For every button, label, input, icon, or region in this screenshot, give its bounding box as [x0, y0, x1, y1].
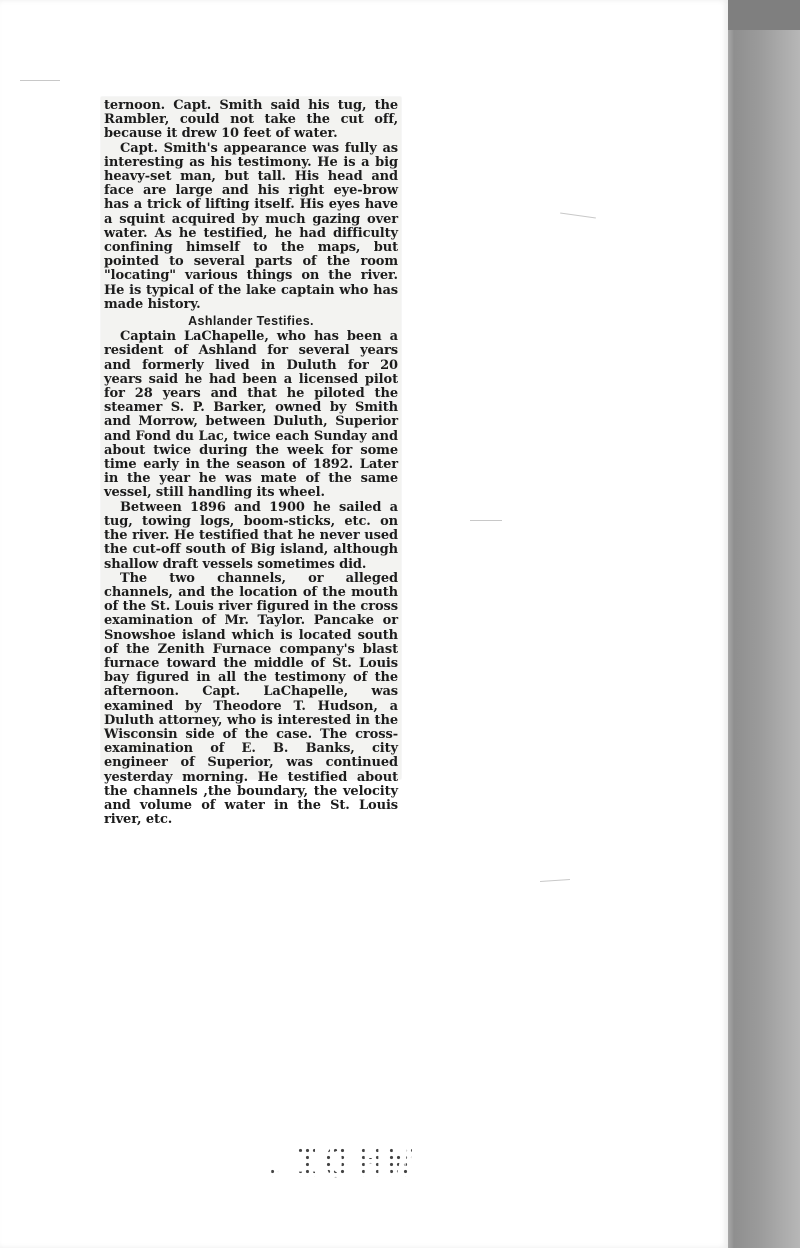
paper-mark: [20, 80, 60, 81]
article-paragraph: Captain LaChapelle, who has been a resident of Ashland for several years and formerly lived in Duluth for 20 years said he had been a licensed pilot for 28 years and that he piloted the steamer S. P. Barker, owned by Smith and Morrow, between Duluth, Superior and Fond du Lac, twice each Sunday and about twice during the week for some time early in the season of 1892. Later in the year he was mate of the same vessel, still handling its wheel.: [104, 329, 398, 501]
article-paragraph: Between 1896 and 1900 he sailed a tug, towing logs, boom-sticks, etc. on the river. He testified that he never used the cut-off south of Big island, although shallow draft vessels sometimes did.: [104, 499, 398, 572]
article-paragraph: The two channels, or alleged channels, and the location of the mouth of the St. Louis river figured in the cross examination of Mr. Taylor. Pancake or Snowshoe island which is located south of the Zenith Furnace company's blast furnace toward the middle of St. Louis bay figured in all the testimony of the afternoon. Capt. LaChapelle, was examined by Theodore T. Hudson, a Duluth attorney, who is interested in the Wisconsin side of the case. The cross-examination of E. B. Banks, city engineer of Superior, was continued yesterday morning. He testified about the channels ,the boundary, the velocity and volume of water in the St. Louis river, etc.: [104, 570, 398, 828]
paper-mark: [560, 212, 596, 218]
page-edge-tab: [728, 0, 800, 30]
article-paragraph: Capt. Smith's appearance was fully as interesting as his testimony. He is a big heavy-set man, but tall. His head and face are large and his right eye-brow has a trick of lifting itself. His eyes have a squint acquired by much gazing over water. As he testified, he had difficulty confining himself to the maps, but pointed to several parts of the room "locating" various things on the river. He is typical of the lake captain who has made history.: [104, 140, 398, 312]
article-subhead: Ashlander Testifies.: [188, 314, 314, 329]
newspaper-clipping: [101, 97, 401, 828]
paper-mark: [540, 879, 570, 882]
article-paragraph: ternoon. Capt. Smith said his tug, the Rambler, could not take the cut off, because it drew 10 feet of water.: [104, 98, 398, 142]
article-column: [104, 99, 398, 827]
page-edge: [728, 0, 800, 1248]
paper-mark: [470, 520, 502, 521]
perforated-stamp: .IOHW: [262, 1138, 419, 1187]
